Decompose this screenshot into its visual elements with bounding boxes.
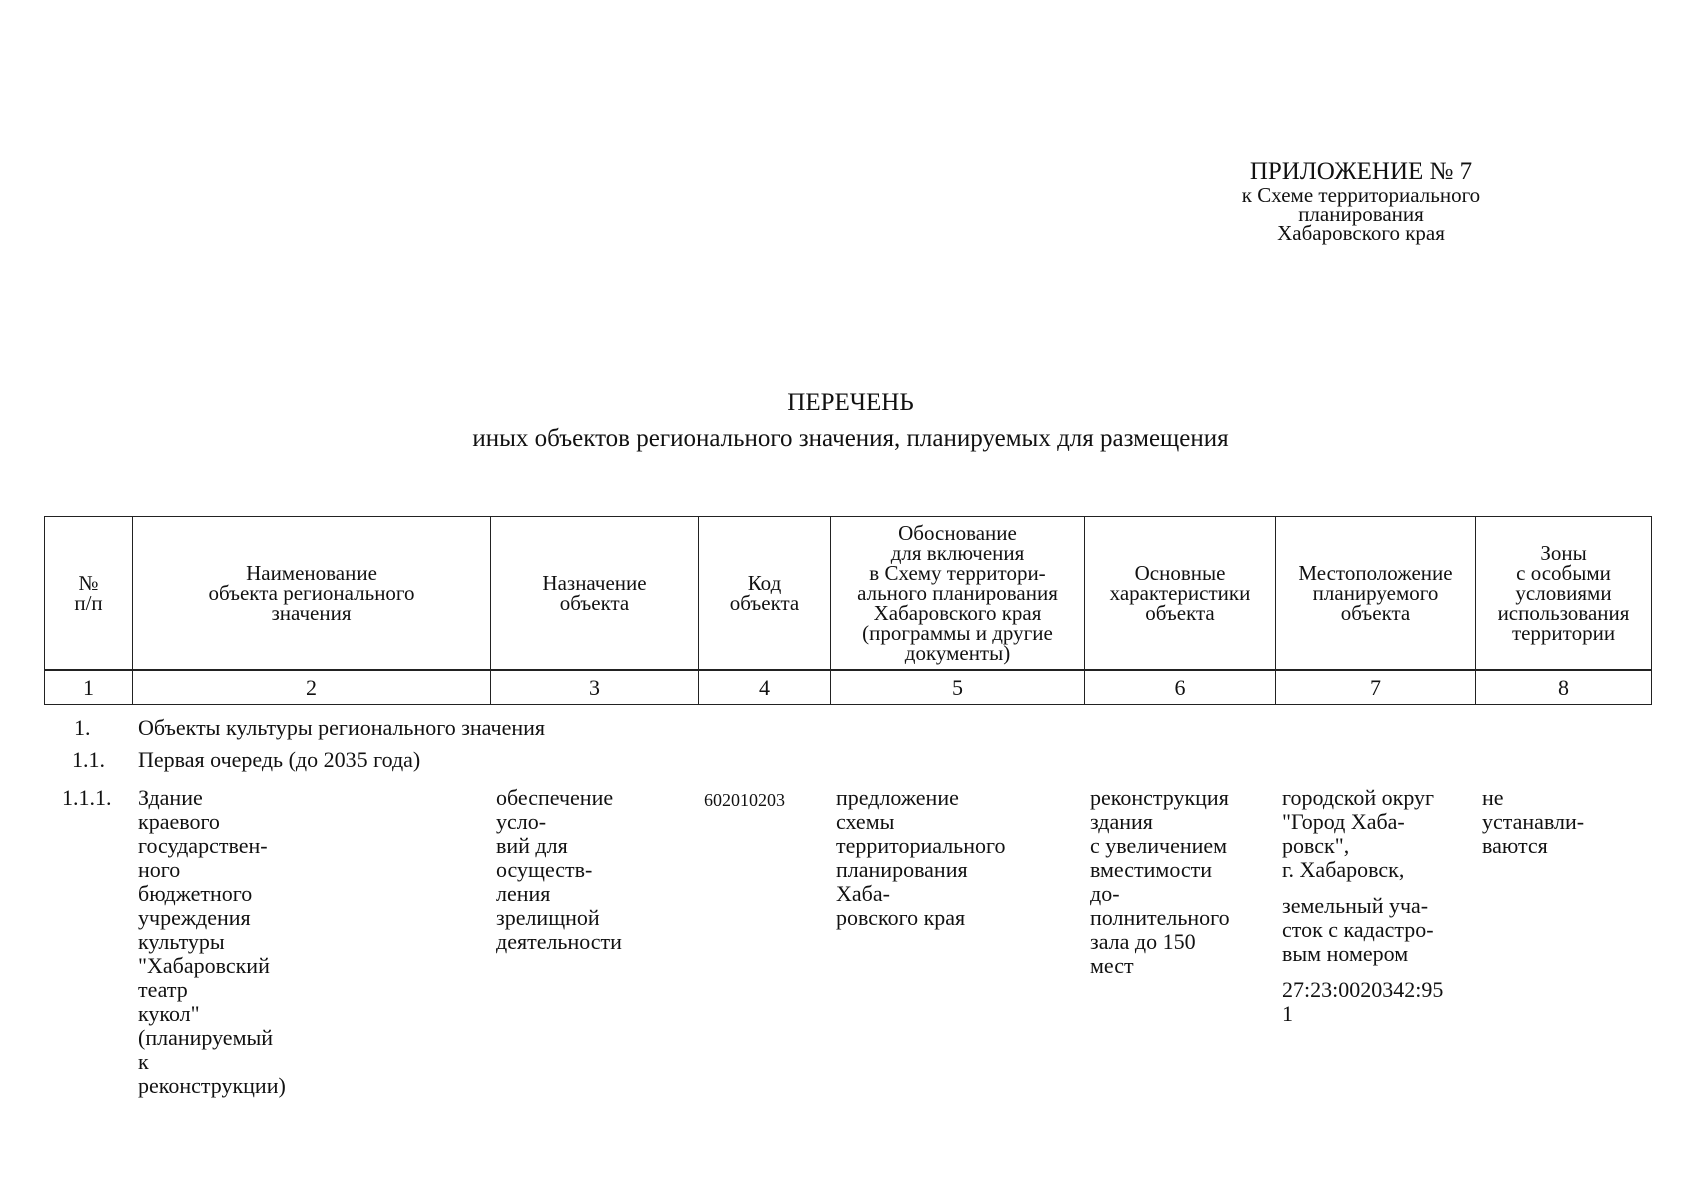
cell-line: городской округ (1282, 785, 1435, 810)
cell-line: ного бюджетного учреждения (138, 857, 253, 930)
header-line: Наименование (246, 561, 377, 585)
subsection-title: Первая очередь (до 2035 года) (138, 747, 421, 772)
header-line: Местоположение (1298, 561, 1453, 585)
column-number: 2 (133, 670, 491, 705)
header-line: Основные (1134, 561, 1226, 585)
appendix-title: ПРИЛОЖЕНИЕ № 7 (1249, 158, 1473, 185)
cell-line: предложение схемы (836, 785, 959, 834)
header-line: Обоснование (898, 521, 1017, 545)
cadastral-number: 27:23:0020342:95 (1282, 977, 1444, 1002)
cell-line: вий для осуществ- (496, 833, 593, 882)
cell-line: реконструкция (1090, 785, 1229, 810)
appendix-line-3: Хабаровского края (1277, 221, 1445, 245)
cell-line: обеспечение усло- (496, 785, 614, 834)
object-name-cell (138, 786, 286, 1098)
cell-line: сток с кадастро- (1282, 917, 1434, 942)
cadastral-number: 1 (1282, 1001, 1293, 1026)
header-line: значения (271, 601, 352, 625)
column-number-row (45, 670, 1652, 705)
object-purpose-cell (496, 786, 622, 954)
cell-line: кукол" (планируемый (138, 1001, 274, 1050)
appendix-line-1: к Схеме территориального (1241, 183, 1481, 207)
column-number: 1 (45, 670, 133, 705)
header-line: (программы и другие (862, 621, 1053, 645)
cell-line: культуры "Хабаровский театр (138, 929, 270, 1002)
header-cell-code (699, 517, 831, 671)
header-line: Хабаровского края (873, 601, 1042, 625)
subsection-number: 1.1. (72, 747, 105, 772)
cell-line: полнительного (1090, 905, 1230, 930)
header-cell-name (133, 517, 491, 671)
cell-line: вместимости до- (1090, 857, 1213, 906)
cell-line: территориального (836, 833, 1006, 858)
cell-line: "Город Хаба- (1282, 809, 1405, 834)
header-line: № (78, 571, 99, 595)
section-number: 1. (74, 715, 91, 740)
column-number: 6 (1085, 670, 1276, 705)
object-location-cell (1282, 786, 1443, 1026)
header-line: Зоны (1540, 541, 1587, 565)
header-line: объекта регионального (208, 581, 415, 605)
row-number: 1.1.1. (62, 785, 112, 810)
header-line: планируемого (1312, 581, 1439, 605)
header-line: использования (1497, 601, 1630, 625)
appendix-line-2: планирования (1298, 202, 1424, 226)
objects-table-header (44, 516, 1652, 705)
column-number: 4 (699, 670, 831, 705)
header-cell-zones (1476, 517, 1652, 671)
cell-line: ровского края (836, 905, 966, 930)
header-line: документы) (904, 641, 1011, 665)
header-cell-purpose (491, 517, 699, 671)
cell-line: вым номером (1282, 941, 1409, 966)
object-basis-cell (836, 786, 1005, 930)
header-cell-location (1276, 517, 1476, 671)
cell-line: ления зрелищной (496, 881, 600, 930)
document-subtitle: иных объектов регионального значения, планируемых для размещения (472, 425, 1229, 452)
column-number: 7 (1276, 670, 1476, 705)
header-line: Код (747, 571, 782, 595)
cell-line: Здание краевого государствен- (138, 785, 268, 858)
header-line: характеристики (1109, 581, 1251, 605)
column-number: 5 (831, 670, 1085, 705)
object-characteristics-cell (1090, 786, 1230, 978)
document-heading (0, 388, 1701, 454)
object-code-cell: 602010203 (704, 790, 785, 810)
cell-line: не устанавли- (1482, 785, 1585, 834)
header-line: в Схему территори- (869, 561, 1046, 585)
cell-line: с увеличением (1090, 833, 1228, 858)
header-row (45, 517, 1652, 671)
column-number: 3 (491, 670, 699, 705)
document-title: ПЕРЕЧЕНЬ (787, 389, 914, 416)
header-line: условиями (1515, 581, 1612, 605)
cell-line: земельный уча- (1282, 893, 1429, 918)
cell-line: планирования Хаба- (836, 857, 968, 906)
cell-line: к реконструкции) (138, 1049, 286, 1098)
cell-line: деятельности (496, 929, 622, 954)
appendix-block (1211, 158, 1511, 243)
header-cell-number (45, 517, 133, 671)
header-cell-basis (831, 517, 1085, 671)
cell-line: ровск", (1282, 833, 1350, 858)
cell-line: г. Хабаровск, (1282, 857, 1405, 882)
cell-line: ваются (1482, 833, 1548, 858)
header-line: объекта (559, 591, 630, 615)
header-line: Назначение (542, 571, 647, 595)
header-cell-characteristics (1085, 517, 1276, 671)
cell-line: здания (1090, 809, 1153, 834)
header-line: объекта (1340, 601, 1411, 625)
header-line: с особыми (1516, 561, 1611, 585)
header-line: объекта (729, 591, 800, 615)
header-line: п/п (74, 591, 103, 615)
header-line: для включения (890, 541, 1025, 565)
header-line: объекта (1145, 601, 1215, 625)
header-line: ального планирования (857, 581, 1058, 605)
header-line: территории (1511, 621, 1616, 645)
cell-line: зала до 150 мест (1090, 929, 1196, 978)
object-zones-cell (1482, 786, 1584, 858)
column-number: 8 (1476, 670, 1652, 705)
section-title: Объекты культуры регионального значения (138, 715, 546, 740)
